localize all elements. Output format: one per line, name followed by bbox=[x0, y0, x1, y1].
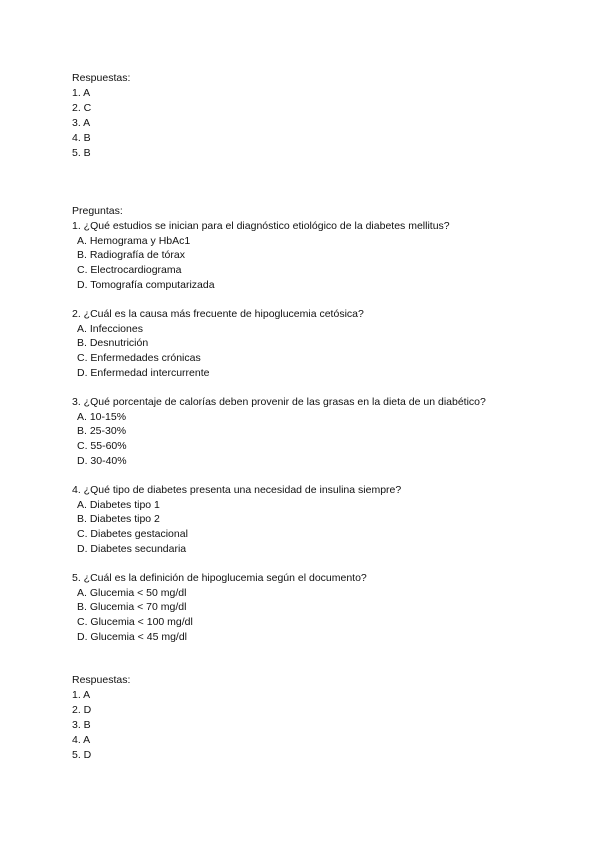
question-4: 4. ¿Qué tipo de diabetes presenta una necesidad de insulina siempre? bbox=[72, 484, 402, 496]
answer-top-2: 2. C bbox=[72, 102, 92, 114]
question-4-option-d: D. Diabetes secundaria bbox=[77, 543, 187, 555]
question-3-option-c: C. 55-60% bbox=[77, 440, 127, 452]
question-5-option-d: D. Glucemia < 45 mg/dl bbox=[77, 631, 188, 643]
answers-top-heading: Respuestas: bbox=[72, 72, 131, 84]
question-5-option-b: B. Glucemia < 70 mg/dl bbox=[77, 601, 187, 613]
question-1-option-a: A. Hemograma y HbAc1 bbox=[77, 235, 191, 247]
question-4-option-b: B. Diabetes tipo 2 bbox=[77, 513, 160, 525]
question-2: 2. ¿Cuál es la causa más frecuente de hipoglucemia cetósica? bbox=[72, 308, 364, 320]
question-3-option-d: D. 30-40% bbox=[77, 455, 127, 467]
question-1-option-d: D. Tomografía computarizada bbox=[77, 279, 215, 291]
question-3: 3. ¿Qué porcentaje de calorías deben provenir de las grasas en la dieta de un diabético? bbox=[72, 396, 486, 408]
question-2-option-d: D. Enfermedad intercurrente bbox=[77, 367, 210, 379]
answer-bottom-4: 4. A bbox=[72, 734, 91, 746]
answer-bottom-2: 2. D bbox=[72, 704, 92, 716]
question-5-option-a: A. Glucemia < 50 mg/dl bbox=[77, 587, 187, 599]
answer-bottom-1: 1. A bbox=[72, 689, 91, 701]
question-4-option-a: A. Diabetes tipo 1 bbox=[77, 499, 160, 511]
question-5: 5. ¿Cuál es la definición de hipoglucemia según el documento? bbox=[72, 572, 367, 584]
question-5-option-c: C. Glucemia < 100 mg/dl bbox=[77, 616, 193, 628]
answer-top-4: 4. B bbox=[72, 132, 91, 144]
question-2-option-a: A. Infecciones bbox=[77, 323, 143, 335]
question-3-option-b: B. 25-30% bbox=[77, 425, 127, 437]
question-1-option-c: C. Electrocardiograma bbox=[77, 264, 182, 276]
answer-bottom-3: 3. B bbox=[72, 719, 91, 731]
answer-bottom-5: 5. D bbox=[72, 749, 92, 761]
question-3-option-a: A. 10-15% bbox=[77, 411, 127, 423]
question-4-option-c: C. Diabetes gestacional bbox=[77, 528, 188, 540]
answers-bottom-heading: Respuestas: bbox=[72, 674, 131, 686]
question-2-option-b: B. Desnutrición bbox=[77, 337, 149, 349]
answer-top-3: 3. A bbox=[72, 117, 91, 129]
question-1-option-b: B. Radiografía de tórax bbox=[77, 249, 185, 261]
questions-heading: Preguntas: bbox=[72, 205, 123, 217]
question-2-option-c: C. Enfermedades crónicas bbox=[77, 352, 201, 364]
answer-top-5: 5. B bbox=[72, 147, 91, 159]
answer-top-1: 1. A bbox=[72, 87, 91, 99]
question-1: 1. ¿Qué estudios se inician para el diagnóstico etiológico de la diabetes mellitus? bbox=[72, 220, 450, 232]
